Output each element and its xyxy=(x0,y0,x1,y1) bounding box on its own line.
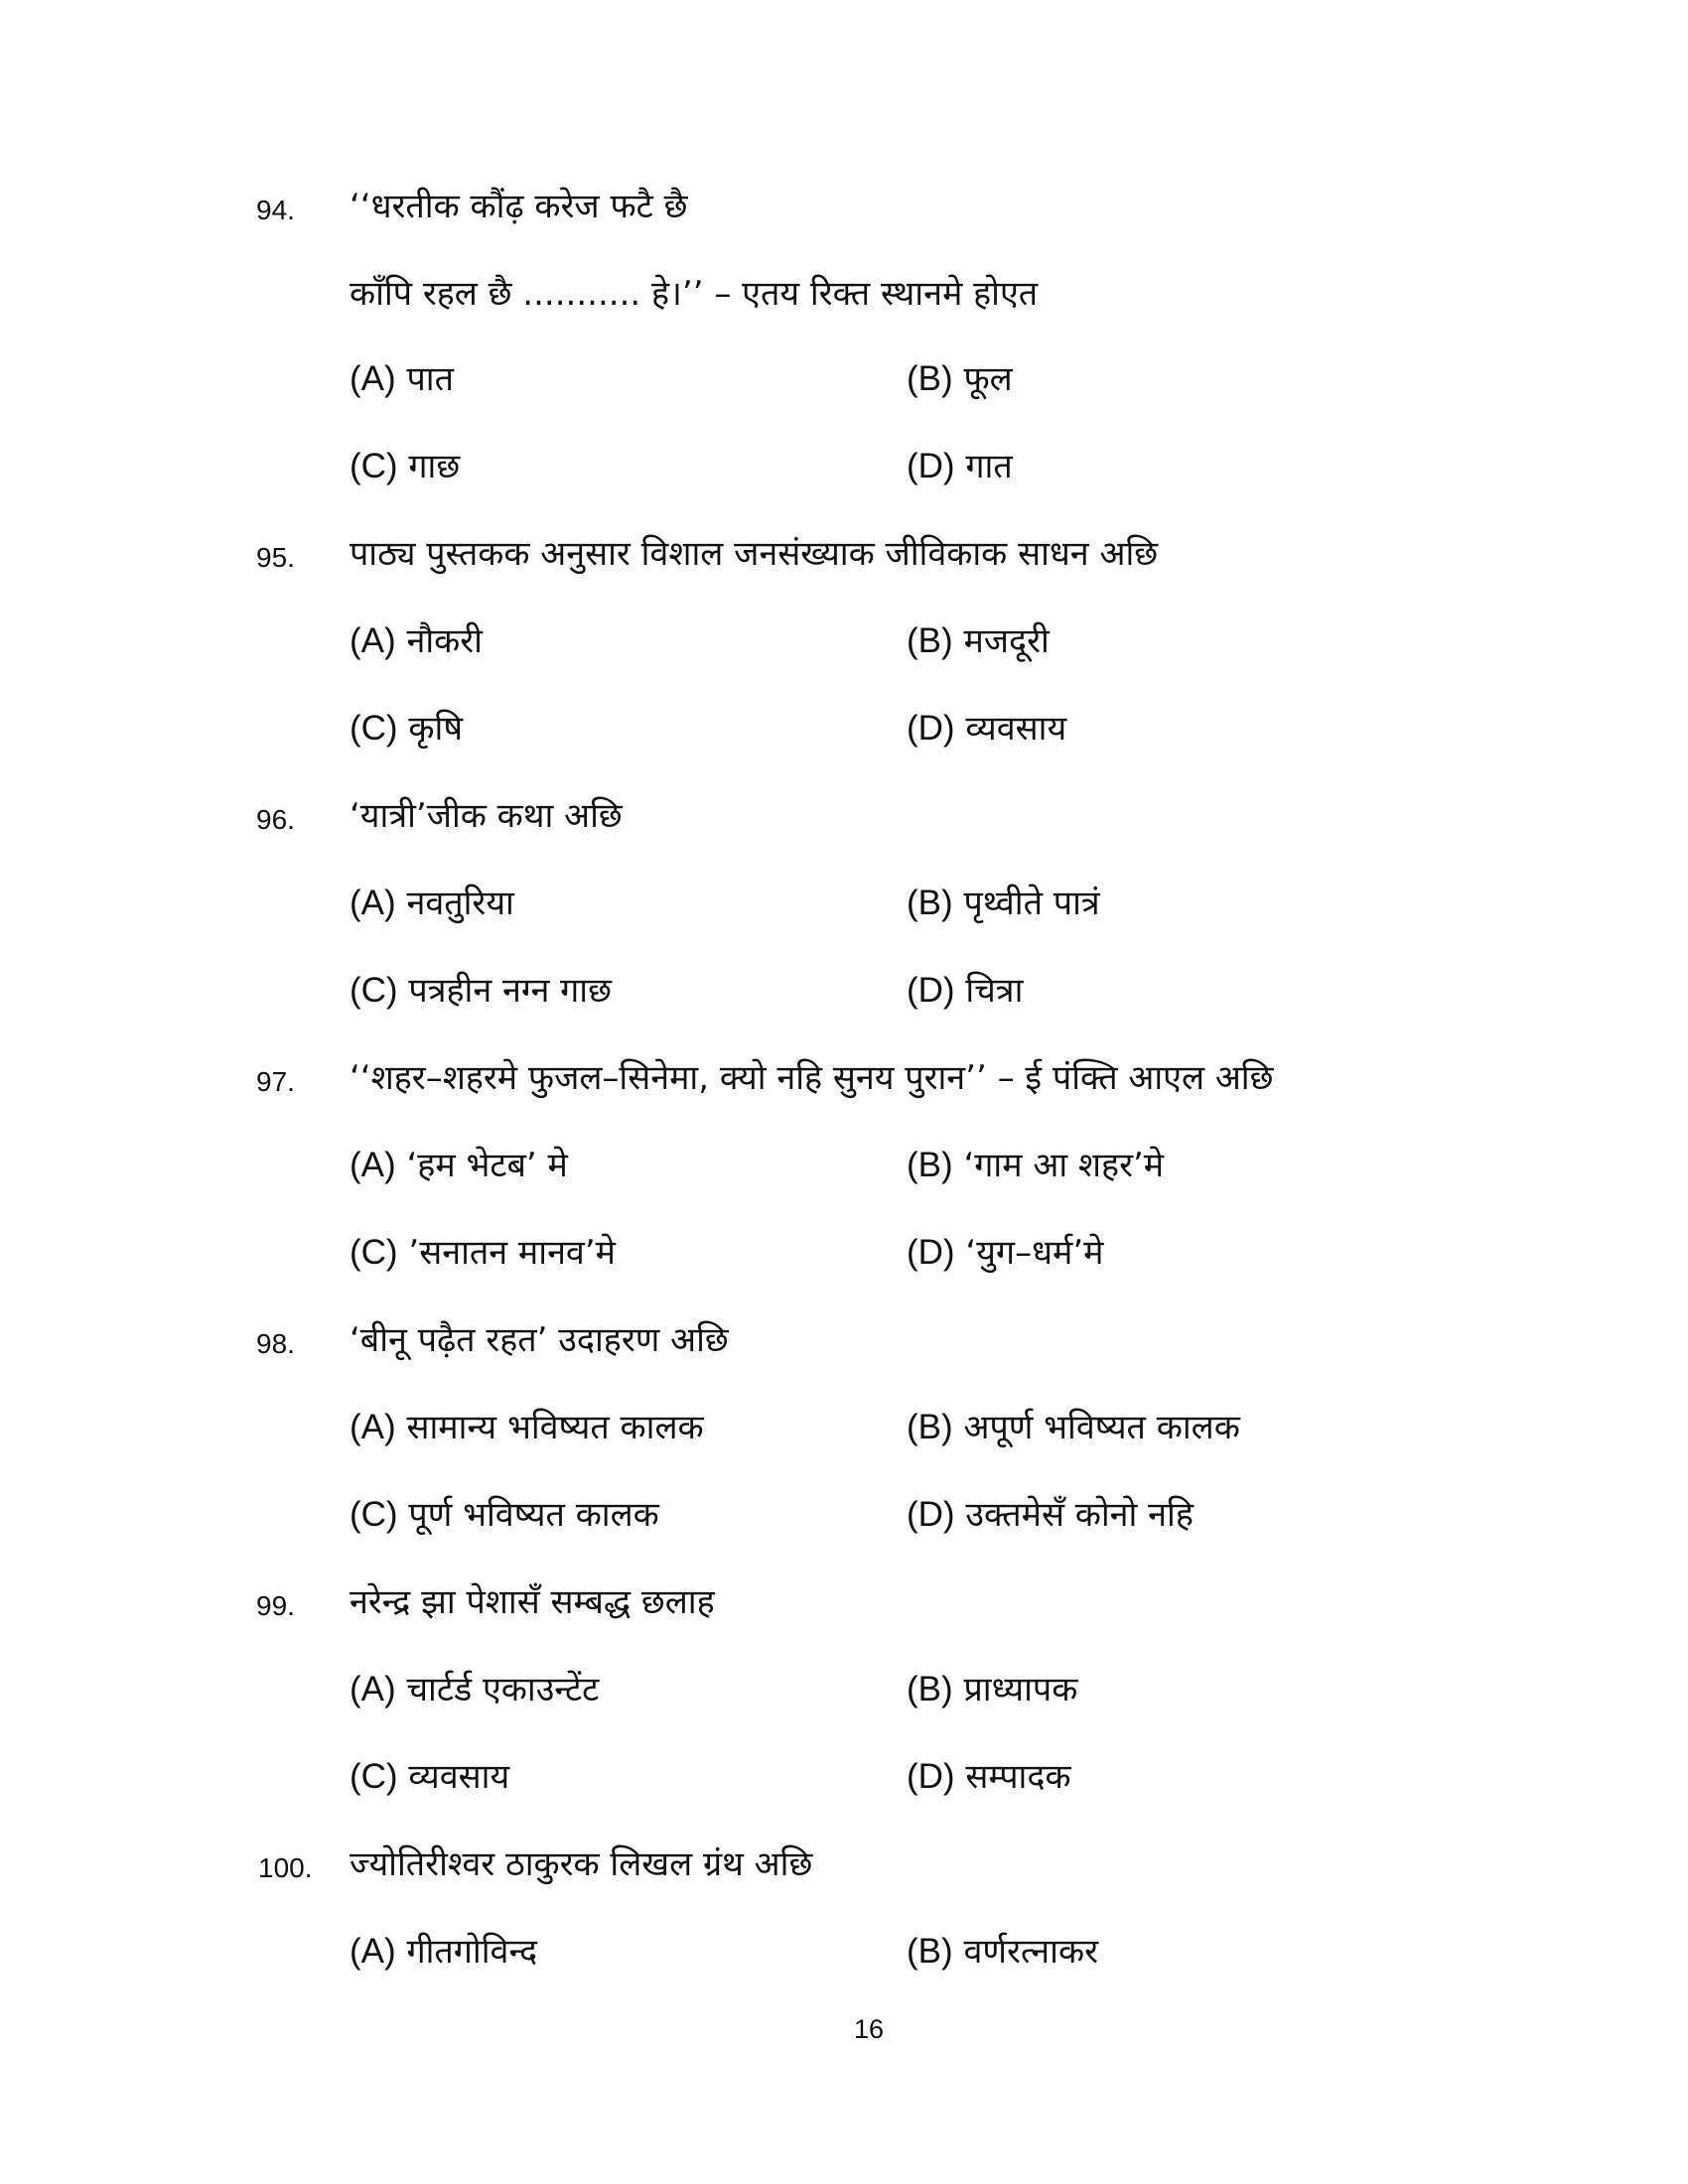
option-label: (A) xyxy=(350,1408,396,1446)
option-text: उक्तमेसँ कोनो नहि xyxy=(954,1495,1194,1535)
option-text: गाछ xyxy=(397,447,461,486)
question-number: 96. xyxy=(256,804,295,835)
option-a xyxy=(350,1146,568,1185)
option-text: कृषि xyxy=(397,709,463,749)
question-number: 100. xyxy=(258,1852,313,1883)
option-d xyxy=(907,1757,1071,1797)
option-label: (D) xyxy=(907,1495,955,1534)
option-text: नौकरी xyxy=(395,621,483,661)
question-text-line-1: ‘यात्री’जीक कथा अछि xyxy=(350,796,623,836)
option-text: मजदूरी xyxy=(952,621,1050,661)
option-label: (D) xyxy=(907,971,955,1010)
option-c xyxy=(350,1233,616,1273)
question-text-line-1: पाठ्य पुस्तकक अनुसार विशाल जनसंख्याक जीविकाक साधन अछि xyxy=(350,534,1159,574)
option-text: गात xyxy=(954,447,1013,486)
option-label: (C) xyxy=(350,971,398,1010)
option-label: (A) xyxy=(350,359,396,398)
option-text: व्यवसाय xyxy=(954,709,1067,749)
option-b xyxy=(907,1408,1240,1447)
question-text-line-1: ‘बीनू पढ़ैत रहत’ उदाहरण अछि xyxy=(350,1320,729,1360)
option-d xyxy=(907,1233,1103,1273)
question-text-line-1: ‘‘धरतीक कौंढ़ करेज फटै छै xyxy=(350,187,688,226)
option-b xyxy=(907,1146,1164,1185)
option-label: (D) xyxy=(907,447,955,485)
question-number: 99. xyxy=(256,1590,295,1621)
option-c xyxy=(350,447,460,486)
option-text: अपूर्ण भविष्यत कालक xyxy=(952,1408,1240,1447)
option-text: पूर्ण भविष्यत कालक xyxy=(397,1495,659,1535)
question-text-line-1: ‘‘शहर–शहरमे फुजल–सिनेमा, क्यो नहि सुनय पुरान’’ – ई पंक्ति आएल अछि xyxy=(350,1058,1274,1098)
option-d xyxy=(907,447,1013,486)
page-number: 16 xyxy=(853,2014,885,2044)
option-text: गीतगोविन्द xyxy=(395,1932,538,1972)
option-label: (D) xyxy=(907,1757,955,1796)
option-label: (B) xyxy=(907,1670,953,1708)
option-label: (A) xyxy=(350,621,396,660)
option-a xyxy=(350,1670,599,1709)
option-label: (C) xyxy=(350,1495,398,1534)
option-text: ‘गाम आ शहर’मे xyxy=(952,1146,1165,1185)
option-text: सम्पादक xyxy=(954,1757,1071,1797)
option-a xyxy=(350,359,454,399)
option-label: (C) xyxy=(350,709,398,748)
option-label: (B) xyxy=(907,359,953,398)
option-text: ‘युग–धर्म’मे xyxy=(954,1233,1104,1273)
option-text: नवतुरिया xyxy=(395,884,514,923)
option-b xyxy=(907,621,1050,661)
option-c xyxy=(350,1757,509,1797)
option-d xyxy=(907,971,1023,1011)
option-text: फूल xyxy=(952,359,1013,399)
option-label: (D) xyxy=(907,709,955,748)
option-label: (C) xyxy=(350,447,398,485)
option-text: चित्रा xyxy=(954,971,1024,1011)
question-number: 98. xyxy=(256,1328,295,1359)
question-text-line-2: काँपि रहल छै ........... हे।’’ – एतय रिक्त स्थानमे होएत xyxy=(350,274,1039,314)
option-b xyxy=(907,1932,1098,1972)
option-c xyxy=(350,1495,659,1535)
option-text: पृथ्वीते पात्रं xyxy=(952,884,1100,923)
question-number: 97. xyxy=(256,1066,295,1097)
option-text: पात xyxy=(395,359,454,399)
option-label: (A) xyxy=(350,1932,396,1971)
option-b xyxy=(907,884,1100,923)
option-a xyxy=(350,621,483,661)
option-d xyxy=(907,1495,1194,1535)
option-label: (C) xyxy=(350,1757,398,1796)
option-text: व्यवसाय xyxy=(397,1757,510,1797)
option-a xyxy=(350,1932,537,1972)
option-label: (B) xyxy=(907,621,953,660)
option-label: (D) xyxy=(907,1233,955,1272)
option-text: ’सनातन मानव’मे xyxy=(397,1233,616,1273)
option-label: (A) xyxy=(350,1146,396,1184)
option-b xyxy=(907,1670,1077,1709)
option-text: चार्टर्ड एकाउन्टेंट xyxy=(395,1670,600,1709)
option-text: वर्णरत्नाकर xyxy=(952,1932,1098,1972)
option-d xyxy=(907,709,1066,749)
option-label: (B) xyxy=(907,884,953,922)
question-text-line-1: ज्योतिरीश्वर ठाकुरक लिखल ग्रंथ अछि xyxy=(350,1844,813,1884)
question-number: 94. xyxy=(256,195,295,225)
option-label: (A) xyxy=(350,884,396,922)
option-text: ‘हम भेटब’ मे xyxy=(395,1146,568,1185)
option-b xyxy=(907,359,1013,399)
question-number: 95. xyxy=(256,542,295,573)
option-label: (C) xyxy=(350,1233,398,1272)
option-label: (B) xyxy=(907,1932,953,1971)
option-text: सामान्य भविष्यत कालक xyxy=(395,1408,704,1447)
option-a xyxy=(350,1408,704,1447)
option-c xyxy=(350,709,463,749)
option-label: (B) xyxy=(907,1408,953,1446)
option-a xyxy=(350,884,514,923)
option-c xyxy=(350,971,612,1011)
question-text-line-1: नरेन्द्र झा पेशासँ सम्बद्ध छलाह xyxy=(350,1582,715,1622)
option-label: (A) xyxy=(350,1670,396,1708)
option-text: पत्रहीन नग्न गाछ xyxy=(397,971,612,1011)
option-text: प्राध्यापक xyxy=(952,1670,1078,1709)
option-label: (B) xyxy=(907,1146,953,1184)
